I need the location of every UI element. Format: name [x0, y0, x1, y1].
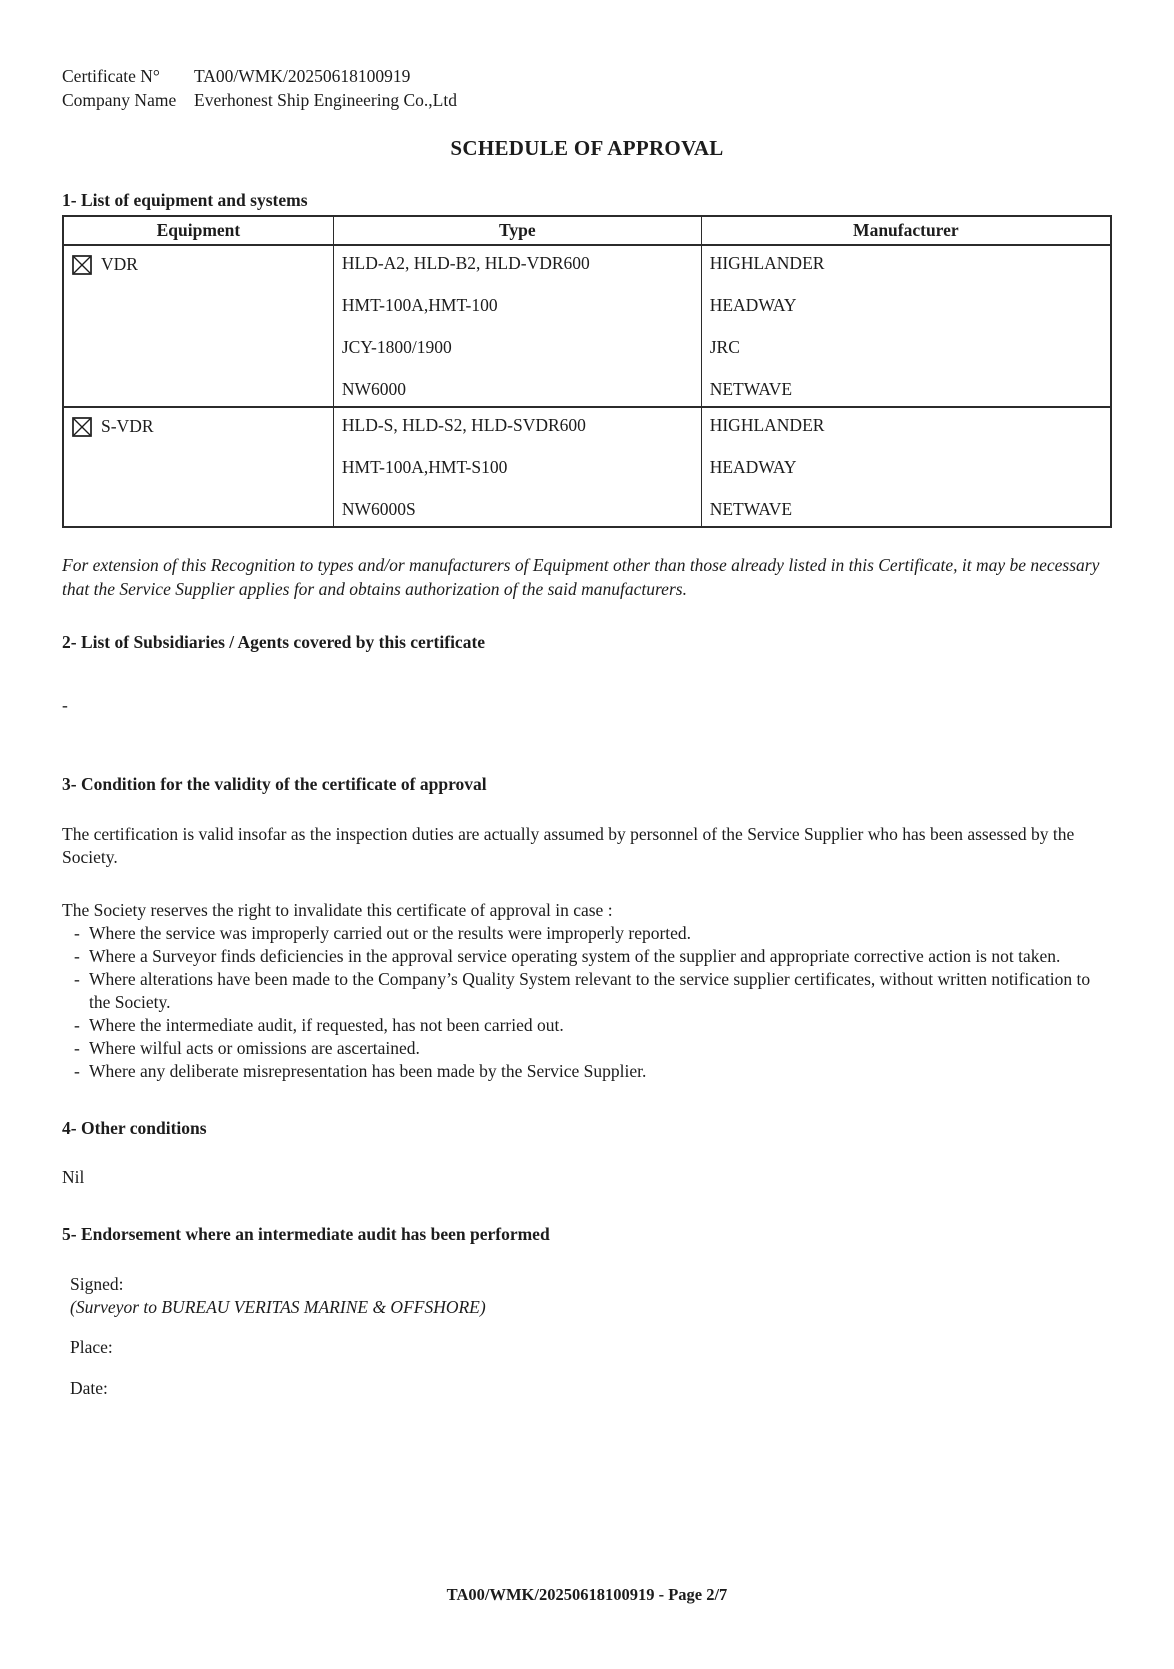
manufacturer-entry: HEADWAY [709, 457, 797, 477]
page-footer: TA00/WMK/20250618100919 - Page 2/7 [446, 1585, 728, 1604]
company-name-row [62, 88, 1112, 112]
type-cell-vdr [333, 245, 701, 407]
section-4-content: Nil [62, 1167, 85, 1187]
section-3-paragraph-1: The certification is valid insofar as the inspection duties are actually assumed by personnel of the Service Supplier who has been assessed by the Society. [62, 824, 1075, 867]
list-item: - Where a Surveyor finds deficiencies in the approval service operating system of the supplier and appropriate corrective action is not taken. [62, 945, 1112, 968]
section-1-heading: 1- List of equipment and systems [62, 190, 308, 210]
manufacturer-cell-vdr [701, 245, 1111, 407]
manufacturer-entry: NETWAVE [709, 379, 793, 399]
type-entry: HLD-S, HLD-S2, HLD-SVDR600 [341, 415, 586, 435]
section-3-heading: 3- Condition for the validity of the certificate of approval [62, 774, 487, 794]
equipment-cell-svdr [63, 407, 333, 527]
checked-checkbox-icon [72, 417, 92, 437]
page-title: SCHEDULE OF APPROVAL [450, 136, 724, 160]
manufacturer-entry: NETWAVE [709, 499, 793, 519]
list-item: - Where the service was improperly carried out or the results were improperly reported. [62, 922, 1112, 945]
extension-note: For extension of this Recognition to types and/or manufacturers of Equipment other than those already listed in this Certificate, it may be necessary that the Service Supplier applies for and obtains authorization of the said manufacturers. [62, 555, 1100, 599]
certificate-number-value: TA00/WMK/20250618100919 [194, 66, 411, 86]
type-entry: NW6000 [341, 379, 407, 399]
section-3-paragraph-2: The Society reserves the right to invalidate this certificate of approval in case : [62, 900, 613, 920]
date-label: Date: [70, 1378, 108, 1398]
list-item: - Where any deliberate misrepresentation has been made by the Service Supplier. [62, 1060, 1112, 1083]
endorsement-block [62, 1273, 1112, 1400]
document-meta [62, 64, 1112, 112]
list-item: - Where wilful acts or omissions are ascertained. [62, 1037, 1112, 1060]
column-header-manufacturer: Manufacturer [701, 216, 1111, 245]
table-row-vdr [63, 245, 1111, 407]
manufacturer-entry: JRC [709, 337, 740, 357]
certificate-number-row [62, 64, 1112, 88]
list-item: - Where alterations have been made to the Company’s Quality System relevant to the service supplier certificates, without written notification to the Society. [62, 968, 1112, 1014]
place-label: Place: [70, 1337, 113, 1357]
surveyor-note: (Surveyor to BUREAU VERITAS MARINE & OFFSHORE) [70, 1297, 486, 1317]
equipment-table [62, 215, 1112, 528]
type-entry: NW6000S [341, 499, 416, 519]
section-5-heading: 5- Endorsement where an intermediate audit has been performed [62, 1224, 550, 1244]
section-4-heading: 4- Other conditions [62, 1118, 207, 1138]
section-2-content: - [62, 695, 68, 715]
manufacturer-entry: HIGHLANDER [709, 415, 825, 435]
company-name-label: Company Name [62, 90, 177, 110]
checked-checkbox-icon [72, 255, 92, 275]
type-entry: HLD-A2, HLD-B2, HLD-VDR600 [341, 253, 590, 273]
manufacturer-cell-svdr [701, 407, 1111, 527]
column-header-type: Type [333, 216, 701, 245]
equipment-label: S-VDR [101, 416, 154, 436]
equipment-label: VDR [101, 254, 138, 274]
manufacturer-entry: HEADWAY [709, 295, 797, 315]
type-entry: HMT-100A,HMT-S100 [341, 457, 508, 477]
table-header-row [63, 216, 1111, 245]
manufacturer-entry: HIGHLANDER [709, 253, 825, 273]
certificate-number-label: Certificate N° [62, 66, 160, 86]
type-cell-svdr [333, 407, 701, 527]
section-2-heading: 2- List of Subsidiaries / Agents covered by this certificate [62, 632, 486, 652]
signed-label: Signed: [70, 1274, 124, 1294]
invalidation-conditions-list [62, 922, 1112, 1083]
table-row-svdr [63, 407, 1111, 527]
type-entry: JCY-1800/1900 [341, 337, 452, 357]
equipment-cell-vdr [63, 245, 333, 407]
column-header-equipment: Equipment [63, 216, 333, 245]
company-name-value: Everhonest Ship Engineering Co.,Ltd [194, 90, 457, 110]
list-item: - Where the intermediate audit, if requested, has not been carried out. [62, 1014, 1112, 1037]
type-entry: HMT-100A,HMT-100 [341, 295, 498, 315]
